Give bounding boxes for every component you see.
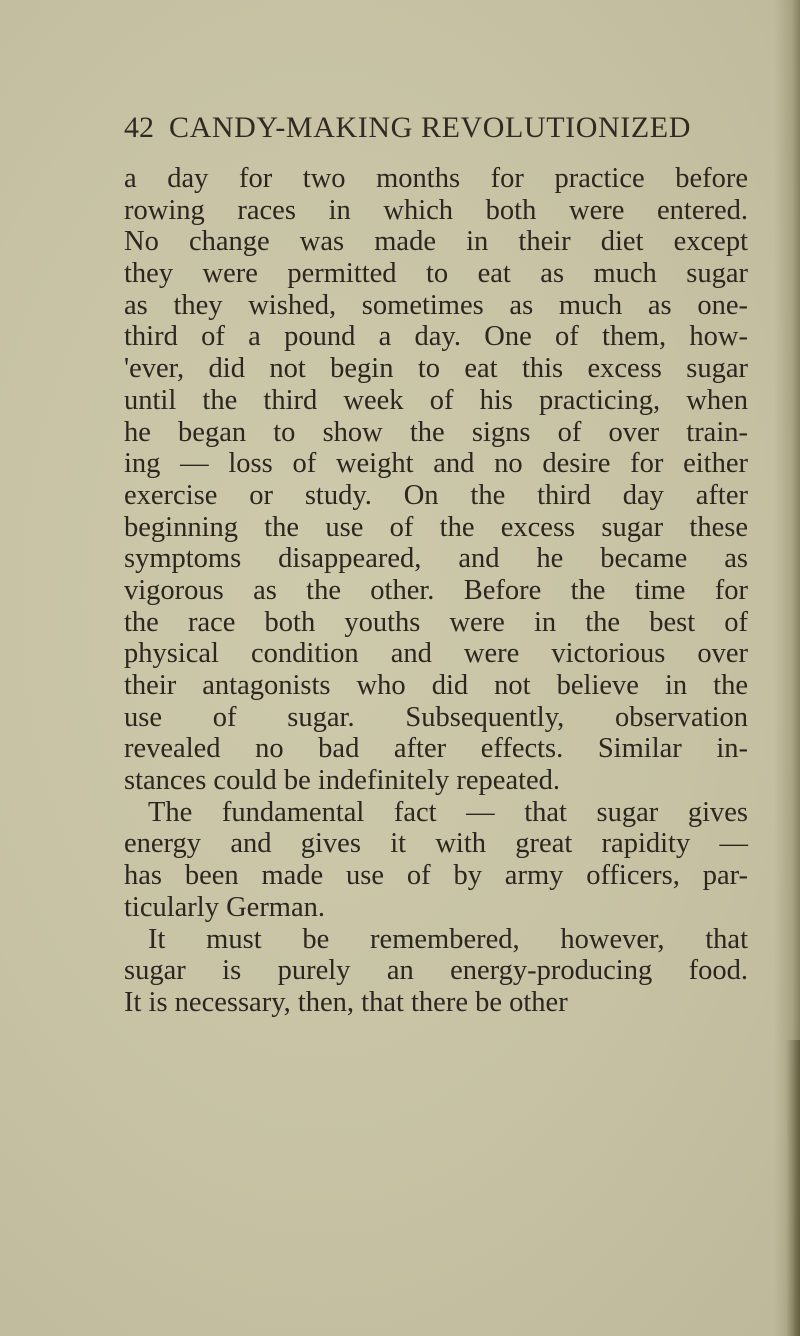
text-line: sugar is purely an energy-producing food. bbox=[124, 955, 748, 987]
text-line: ticularly German. bbox=[124, 891, 326, 923]
text-line: energy and gives it with great rapidity — bbox=[124, 828, 748, 860]
text-line: third of a pound a day. One of them, how- bbox=[124, 321, 748, 353]
text-line: as they wished, sometimes as much as one- bbox=[124, 289, 748, 321]
text-line: they were permitted to eat as much sugar bbox=[124, 258, 748, 290]
text-line: No change was made in their diet except bbox=[124, 226, 748, 258]
text-line: beginning the use of the excess sugar these bbox=[124, 511, 748, 543]
page-edge-shadow-lower bbox=[786, 1040, 800, 1336]
text-line: until the third week of his practicing, when bbox=[124, 384, 748, 416]
text-line: It is necessary, then, that there be other bbox=[124, 986, 568, 1018]
text-line: their antagonists who did not believe in the bbox=[124, 670, 748, 701]
text-line: exercise or study. On the third day after bbox=[124, 479, 748, 511]
page-number: 42 bbox=[124, 111, 154, 144]
text-line: he began to show the signs of over train- bbox=[124, 416, 748, 448]
text-line: 'ever, did not begin to eat this excess sugar bbox=[124, 353, 748, 385]
text-line: has been made use of by army officers, par- bbox=[124, 860, 748, 892]
text-line: revealed no bad after effects. Similar in- bbox=[124, 733, 748, 765]
text-line: vigorous as the other. Before the time for bbox=[124, 574, 748, 606]
text-line: ing — loss of weight and no desire for either bbox=[124, 448, 748, 480]
text-line: stances could be indefinitely repeated. bbox=[124, 765, 561, 797]
running-title: CANDY-MAKING REVOLUTIONIZED bbox=[169, 111, 691, 144]
text-line: rowing races in which both were entered. bbox=[124, 194, 748, 226]
text-line: The fundamental fact — that sugar gives bbox=[148, 796, 748, 828]
text-line: symptoms disappeared, and he became as bbox=[124, 543, 748, 575]
running-head bbox=[124, 108, 744, 148]
text-line: the race both youths were in the best of bbox=[124, 606, 748, 638]
text-line: a day for two months for practice before bbox=[124, 163, 748, 194]
body-text bbox=[124, 163, 748, 1019]
text-line: physical condition and were victorious over bbox=[124, 638, 748, 670]
text-line: It must be remembered, however, that bbox=[148, 923, 748, 955]
text-line: use of sugar. Subsequently, observation bbox=[124, 701, 748, 733]
